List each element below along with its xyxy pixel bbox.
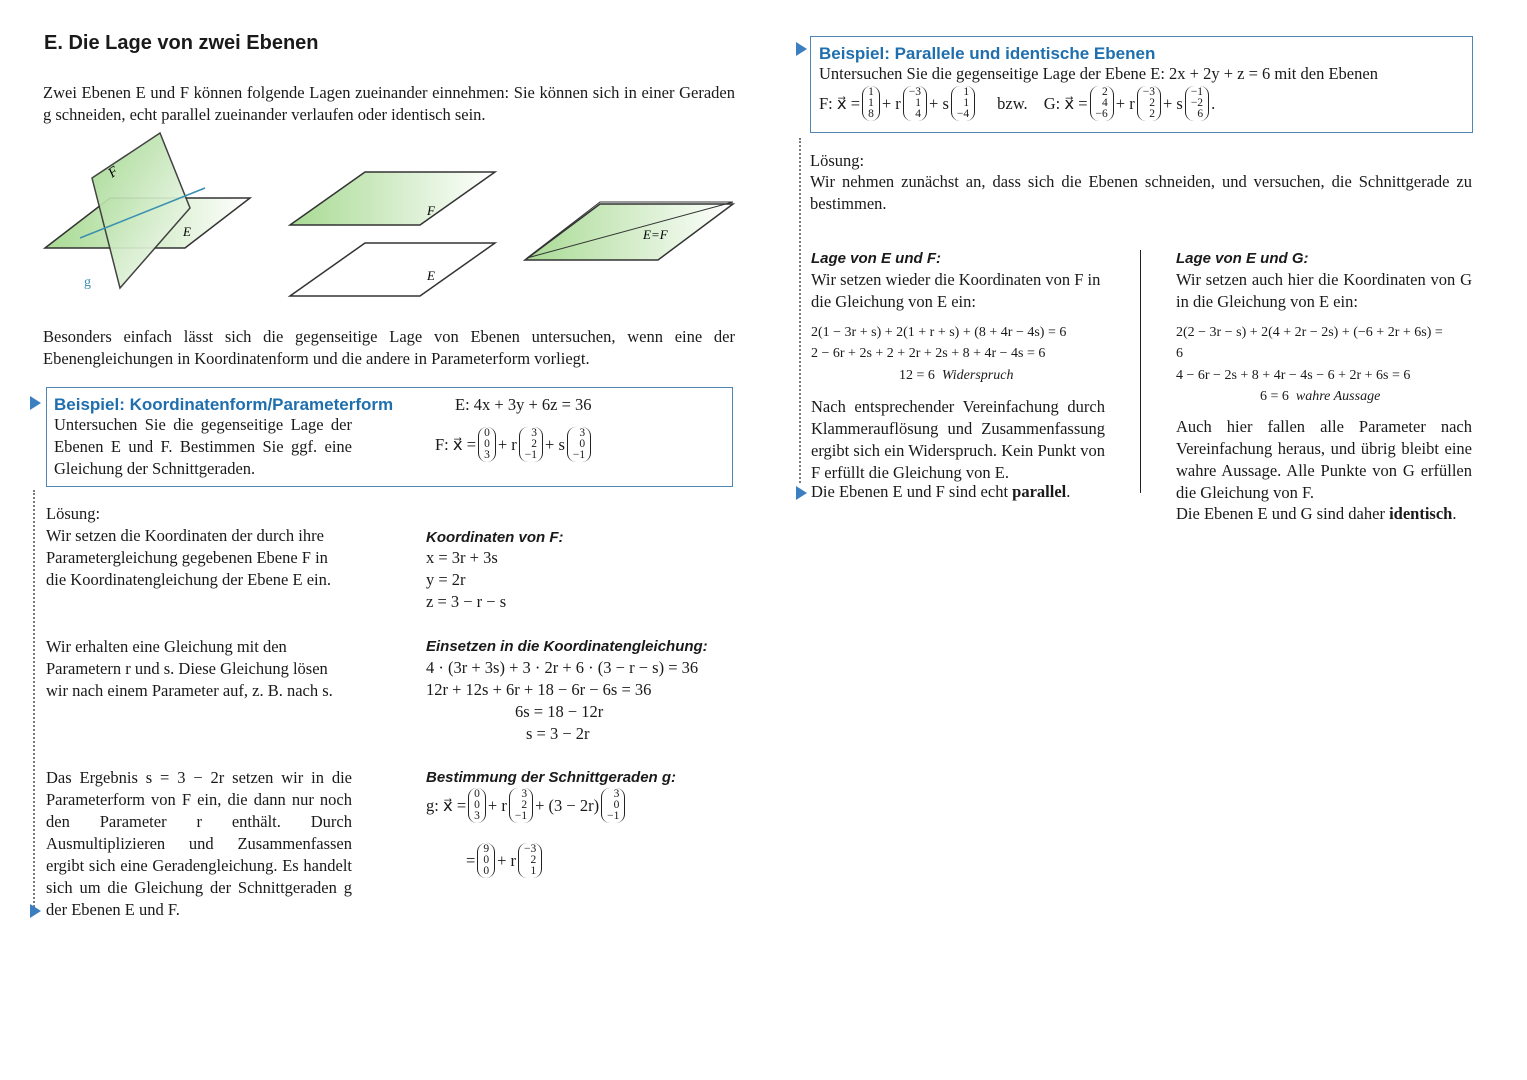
label-f-1: F: [105, 164, 122, 182]
g-vector-c: 3 0 −1: [601, 788, 625, 823]
example1-loesung: Lösung:: [46, 504, 101, 523]
g-vector-b: 3 2 −1: [509, 788, 533, 823]
example-marker-icon: [30, 396, 41, 410]
step3-heading: Bestimmung der Schnittgeraden g:: [426, 769, 677, 786]
step1-line-z: z = 3 − r − s: [426, 592, 507, 611]
ef-result: 12 = 6 Widerspruch: [899, 368, 1014, 383]
step1-text: Wir setzen die Koordinaten der durch ihre Parametergleichung gegebenen Ebene F in die Koordinatengleichung der Ebene E ein.: [46, 526, 331, 589]
example2-title: Beispiel: Parallele und identische Ebenen: [819, 44, 1156, 63]
example1-task: Untersuchen Sie die gegenseitige Lage der Ebenen E und F. Bestimmen Sie ggf. eine Gleichung der Schnittgeraden.: [54, 415, 352, 478]
example1-f-equation: F: x⃗ = 0 0 3 + r 3 2 −1 + s 3 0 −1: [435, 427, 593, 462]
example2-task: Untersuchen Sie die gegenseitige Lage der Ebene E: 2x + 2y + z = 6 mit den Ebenen: [819, 64, 1378, 83]
ef-final: Die Ebenen E und F sind echt parallel.: [811, 482, 1071, 501]
eg-heading: Lage von E und G:: [1176, 250, 1309, 267]
eg-line-3: 4 − 6r − 2s + 8 + 4r − 4s − 6 + 2r + 6s = 6: [1176, 368, 1411, 383]
eg-text: Wir setzen auch hier die Koordinaten von G in die Gleichung von E ein:: [1176, 270, 1472, 311]
label-e-1: E: [183, 224, 191, 239]
step2-line-1: 4 · (3r + 3s) + 3 · 2r + 6 · (3 − r − s) = 36: [426, 658, 699, 677]
step2-text: Wir erhalten eine Gleichung mit den Parametern r und s. Diese Gleichung lösen wir nach einem Parameter auf, z. B. nach s.: [46, 637, 333, 700]
f-support-vector: 0 0 3: [478, 427, 496, 462]
ef-conclusion: Nach entsprechender Vereinfachung durch Klammerauflösung und Zusammenfassung ergibt sich ein Widerspruch. Kein Punkt von F erfüllt die Gleichung von E.: [811, 397, 1105, 482]
example1-e-equation: E: 4x + 3y + 6z = 36: [455, 395, 592, 414]
column-divider: [1140, 250, 1141, 493]
example2-f-and-g-equations: F: x⃗ = 1 1 8 + r −3 1 4 + s 1 1 −4 bzw. G: x⃗ = 2 4 −6 + r −3 2 2 + s −1 −2 6 .: [819, 86, 1216, 120]
example1-dotted-margin: [33, 490, 35, 910]
ef-result-marker-icon: [796, 486, 807, 500]
step2-line-3: 6s = 18 − 12r: [515, 702, 604, 721]
label-f-2: F: [427, 203, 435, 218]
ef-line-2: 2 − 6r + 2s + 2 + 2r + 2s + 8 + 4r − 4s = 6: [811, 346, 1046, 361]
intro-text: Zwei Ebenen E und F können folgende Lagen zueinander einnehmen: Sie können sich in einer Geraden g schneiden, echt parallel zueinander verlaufen oder identisch sein.: [43, 83, 735, 124]
f-direction-vector-2: 3 0 −1: [567, 427, 591, 462]
eg-line-1: 2(2 − 3r − s) + 2(4 + 2r − 2s) + (−6 + 2r + 6s) =: [1176, 325, 1443, 340]
eg-line-2: 6: [1176, 346, 1183, 361]
identisch-keyword: identisch: [1389, 504, 1453, 523]
step1-heading: Koordinaten von F:: [426, 529, 564, 546]
example1-end-marker-icon: [30, 904, 41, 918]
parallel-planes-drawing: [290, 172, 495, 296]
g-vector-a: 0 0 3: [468, 788, 486, 823]
ef-heading: Lage von E und F:: [811, 250, 941, 267]
ex2-f-dir-1: −3 1 4: [903, 86, 927, 121]
ex2-g-support: 2 4 −6: [1090, 86, 1114, 121]
eg-result: 6 = 6 wahre Aussage: [1260, 389, 1381, 404]
g-result-direction: −3 2 1: [518, 843, 542, 878]
example2-dotted-margin: [799, 138, 801, 483]
ex2-g-dir-2: −1 −2 6: [1185, 86, 1209, 121]
step2-line-4: s = 3 − 2r: [526, 724, 590, 743]
step2-line-2: 12r + 12s + 6r + 18 − 6r − 6s = 36: [426, 680, 652, 699]
ex2-f-support: 1 1 8: [862, 86, 880, 121]
identical-planes-drawing: [525, 202, 733, 260]
ex2-f-dir-2: 1 1 −4: [951, 86, 975, 121]
eg-final: Die Ebenen E und G sind daher identisch.: [1176, 504, 1457, 523]
example2-loesung: Lösung:: [810, 151, 865, 170]
example1-title: Beispiel: Koordinatenform/Parameterform: [54, 395, 394, 414]
step2-heading: Einsetzen in die Koordinatengleichung:: [426, 638, 708, 655]
ef-line-1: 2(1 − 3r + s) + 2(1 + r + s) + (8 + 4r − 4s) = 6: [811, 325, 1067, 340]
ef-text: Wir setzen wieder die Koordinaten von F in die Gleichung von E ein:: [811, 270, 1101, 311]
ex2-g-dir-1: −3 2 2: [1137, 86, 1161, 121]
step1-line-y: y = 2r: [426, 570, 466, 589]
f-direction-vector-1: 3 2 −1: [519, 427, 543, 462]
step1-line-x: x = 3r + 3s: [426, 548, 498, 567]
eg-conclusion: Auch hier fallen alle Parameter nach Vereinfachung heraus, und übrig bleibt eine wahre Aussage. Alle Punkte von G erfüllen die Gleichung von F.: [1176, 417, 1472, 502]
label-ef: E=F: [643, 227, 668, 242]
g-equation-line-2: = 9 0 0 + r −3 2 1: [466, 843, 544, 878]
g-equation-line-1: g: x⃗ = 0 0 3 + r 3 2 −1 + (3 − 2r) 3 0 −1: [426, 788, 627, 823]
section-title: E. Die Lage von zwei Ebenen: [44, 32, 319, 54]
label-g: g: [84, 275, 91, 290]
f-prefix: F: x⃗ =: [435, 434, 477, 454]
parallel-keyword: parallel: [1012, 482, 1067, 501]
g-result-support: 9 0 0: [477, 843, 495, 878]
step3-text: Das Ergebnis s = 3 − 2r setzen wir in die Parameterform von F ein, die dann nur noch den Parameter r enthält. Durch Ausmultiplizieren und Zusammenfassen ergibt sich eine Geradengleichung. Es handelt sich um die Gleichung der Schnittgeraden g der Ebenen E und F.: [46, 768, 352, 919]
besonders-text: Besonders einfach lässt sich die gegenseitige Lage von Ebenen untersuchen, wenn eine der Ebenengleichungen in Koordinatenform und die andere in Parameterform vorliegt.: [43, 327, 735, 368]
planes-figure: [40, 128, 740, 308]
label-e-2: E: [427, 268, 435, 283]
example2-intro: Wir nehmen zunächst an, dass sich die Ebenen schneiden, und versuchen, die Schnittgerade zu bestimmen.: [810, 172, 1472, 213]
example2-marker-icon: [796, 42, 807, 56]
intersecting-planes-drawing: [45, 133, 250, 288]
